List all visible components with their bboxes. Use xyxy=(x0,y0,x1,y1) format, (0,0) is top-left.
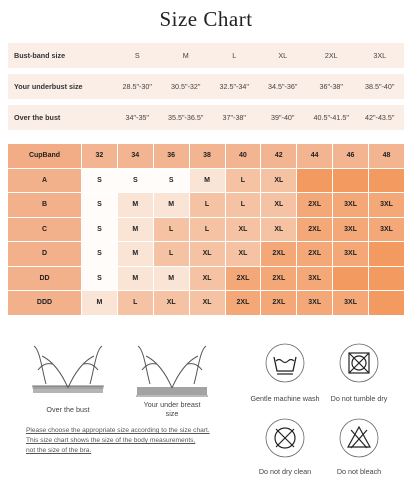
no-dry-clean-label: Do not dry clean xyxy=(258,467,312,476)
no-tumble-dry-icon xyxy=(339,343,379,383)
band-header-cell: 48 xyxy=(369,144,404,168)
size-cell: L xyxy=(154,242,189,266)
cell: 35.5"-36.5" xyxy=(168,113,204,122)
size-cell: 3XL xyxy=(297,291,332,315)
size-cell: XL xyxy=(154,291,189,315)
size-cell: M xyxy=(118,218,153,242)
page-title: Size Chart xyxy=(159,7,253,31)
cup-header-cell: D xyxy=(8,242,81,266)
size-cell: M xyxy=(118,193,153,217)
cell: 34.5"-36" xyxy=(268,82,298,91)
size-cell xyxy=(297,169,332,193)
grid-row xyxy=(8,218,404,242)
size-cell: 2XL xyxy=(226,291,261,315)
cup-header-cell: C xyxy=(8,218,81,242)
size-cell: S xyxy=(82,267,117,291)
size-cell xyxy=(369,291,404,315)
no-bleach-label: Do not bleach xyxy=(336,467,382,476)
cell: 42"-43.5" xyxy=(365,113,395,122)
size-cell: XL xyxy=(226,242,261,266)
size-cell: 2XL xyxy=(261,242,296,266)
size-cell: S xyxy=(82,169,117,193)
size-cell: 3XL xyxy=(333,242,368,266)
size-cell: 2XL xyxy=(297,193,332,217)
cell: 37"-38" xyxy=(222,113,246,122)
size-cell: 2XL xyxy=(297,242,332,266)
grid-row xyxy=(8,242,404,266)
size-cell: XL xyxy=(261,169,296,193)
under-bust-diagram xyxy=(132,340,212,404)
cell: 39"-40" xyxy=(271,113,295,122)
underbust-size-row xyxy=(8,74,404,99)
no-bleach-icon xyxy=(339,418,379,458)
cell: 28.5"-30" xyxy=(122,82,152,91)
size-cell: 3XL xyxy=(333,218,368,242)
cell: XL xyxy=(278,51,288,60)
cell: 32.5"-34" xyxy=(219,82,249,91)
size-cell: 3XL xyxy=(369,193,404,217)
size-cell: L xyxy=(118,291,153,315)
band-header-cell: 34 xyxy=(118,144,153,168)
size-cell: M xyxy=(118,267,153,291)
size-cell: 3XL xyxy=(333,193,368,217)
cell: 34"-35" xyxy=(125,113,149,122)
cup-header-cell: A xyxy=(8,169,81,193)
size-cell: 2XL xyxy=(261,291,296,315)
cell: 38.5"-40" xyxy=(365,82,395,91)
size-cell: L xyxy=(154,218,189,242)
size-cell: S xyxy=(154,169,189,193)
size-cell: L xyxy=(226,193,261,217)
size-cell: M xyxy=(118,242,153,266)
size-cell: XL xyxy=(190,291,225,315)
size-cell: L xyxy=(190,193,225,217)
size-cell: 2XL xyxy=(297,218,332,242)
size-cell: S xyxy=(82,242,117,266)
grid-header-row xyxy=(8,144,404,168)
band-header-cell: 42 xyxy=(261,144,296,168)
band-header-cell: 44 xyxy=(297,144,332,168)
row-label: Over the bust xyxy=(14,113,61,122)
size-cell: M xyxy=(82,291,117,315)
size-cell: S xyxy=(82,193,117,217)
row-label: Your underbust size xyxy=(14,82,83,91)
grid-row xyxy=(8,193,404,217)
band-header-cell: 36 xyxy=(154,144,189,168)
band-header-cell: 46 xyxy=(333,144,368,168)
note-line: not the size of the bra. xyxy=(26,447,92,454)
bust-band-size-row xyxy=(8,43,404,68)
size-cell xyxy=(369,169,404,193)
gentle-wash-label: Gentle machine wash xyxy=(250,394,320,403)
size-cell: 2XL xyxy=(261,267,296,291)
grid-corner-cell: CupBand xyxy=(8,144,81,168)
size-cell xyxy=(369,242,404,266)
grid-row xyxy=(8,291,404,315)
cell: S xyxy=(134,51,140,60)
size-cell xyxy=(333,267,368,291)
size-cell: XL xyxy=(226,218,261,242)
size-cell: 3XL xyxy=(369,218,404,242)
size-cell: L xyxy=(226,169,261,193)
no-tumble-dry-label: Do not tumble dry xyxy=(330,394,388,403)
size-cell: L xyxy=(190,218,225,242)
size-cell: S xyxy=(82,218,117,242)
size-cell xyxy=(369,267,404,291)
size-cell: XL xyxy=(190,242,225,266)
size-cell: XL xyxy=(261,218,296,242)
size-cell: XL xyxy=(190,267,225,291)
cell: 2XL xyxy=(324,51,338,60)
over-bust-row xyxy=(8,105,404,130)
band-header-cell: 40 xyxy=(226,144,261,168)
note-line: Please choose the appropriate size according to the size chart. xyxy=(26,427,210,434)
size-note xyxy=(26,426,246,456)
note-line: This size chart shows the size of the body measurements, xyxy=(26,437,196,444)
under-bust-caption: Your under breast size xyxy=(143,400,201,418)
size-cell: M xyxy=(154,267,189,291)
row-label: Bust-band size xyxy=(14,51,66,60)
bust-band-table xyxy=(8,43,404,136)
cell: 30.5"-32" xyxy=(171,82,201,91)
cell: 3XL xyxy=(373,51,387,60)
size-cell: 2XL xyxy=(226,267,261,291)
no-dry-clean-icon xyxy=(265,418,305,458)
size-cell: 3XL xyxy=(297,267,332,291)
cell: 40.5"-41.5" xyxy=(313,113,349,122)
cup-band-grid xyxy=(7,143,405,316)
cup-header-cell: B xyxy=(8,193,81,217)
size-cell: M xyxy=(154,193,189,217)
over-bust-caption: Over the bust xyxy=(46,405,90,414)
cup-header-cell: DDD xyxy=(8,291,81,315)
size-cell: XL xyxy=(261,193,296,217)
over-bust-diagram xyxy=(28,340,108,404)
size-cell xyxy=(333,169,368,193)
grid-row xyxy=(8,267,404,291)
gentle-wash-icon xyxy=(265,343,305,383)
cell: L xyxy=(232,51,237,60)
grid-row xyxy=(8,169,404,193)
size-cell: M xyxy=(190,169,225,193)
size-cell: 3XL xyxy=(333,291,368,315)
cell: M xyxy=(182,51,189,60)
band-header-cell: 32 xyxy=(82,144,117,168)
band-header-cell: 38 xyxy=(190,144,225,168)
cell: 36"-38" xyxy=(319,82,343,91)
cup-header-cell: DD xyxy=(8,267,81,291)
size-cell: S xyxy=(118,169,153,193)
